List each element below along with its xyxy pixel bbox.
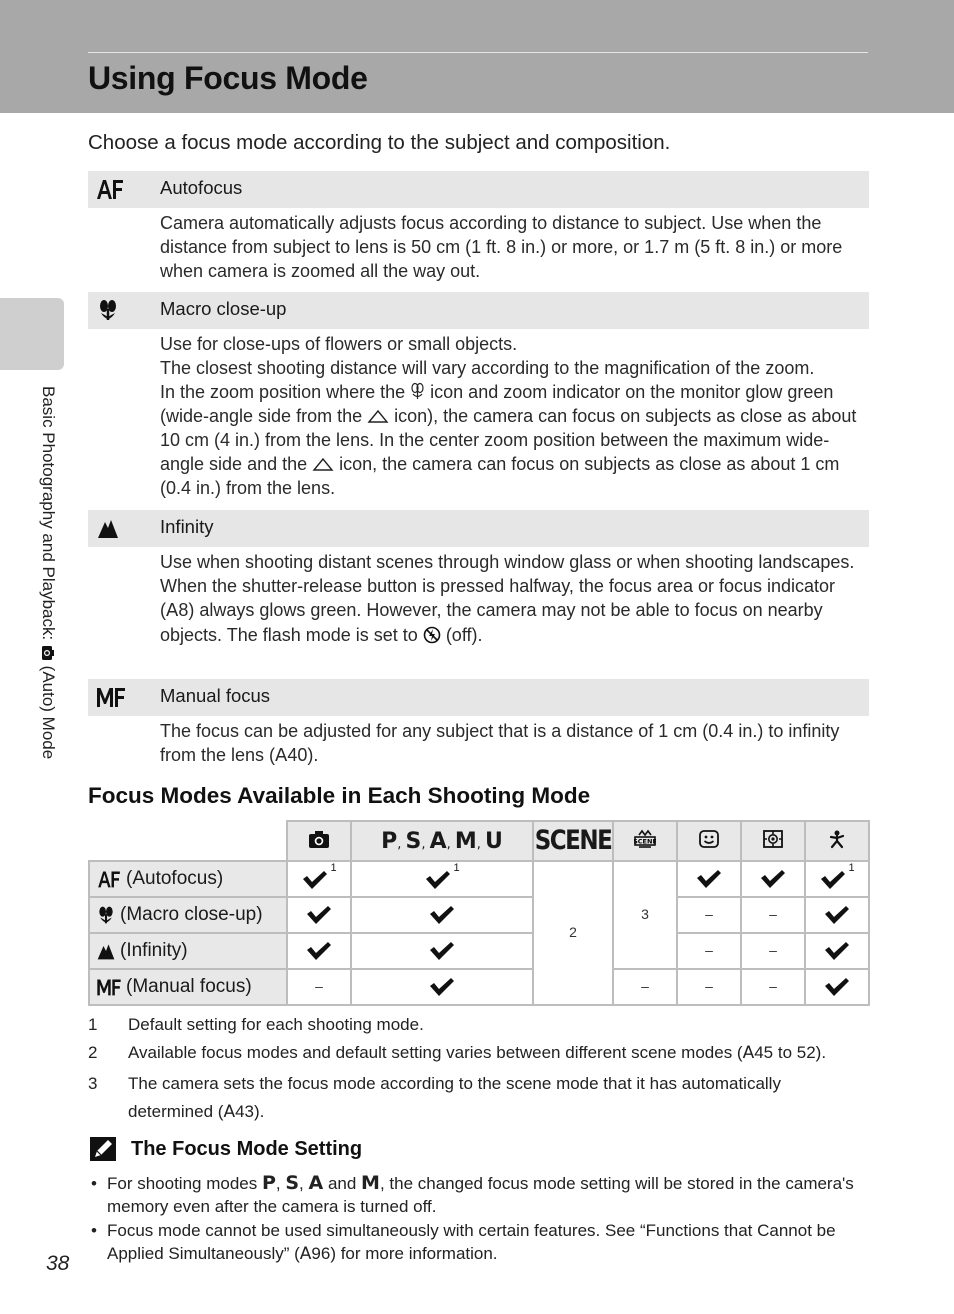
cell-check [805,897,869,933]
mode-macro [88,292,869,500]
cell-check [287,933,351,969]
list-item: • Focus mode cannot be used simultaneously with certain features. See “Functions that Cannot be Applied Simultaneously” (A96) for more information. [88,1219,868,1266]
autofocus-icon [96,869,122,889]
header-smart-portrait [677,821,741,861]
cell-check [351,969,533,1005]
page-reference-icon: A [166,600,179,621]
checkmark-icon [823,941,851,961]
footnotes [88,1014,868,1132]
easy-auto-icon [826,829,848,849]
svg-text:SCENE: SCENE [634,837,656,845]
page-reference-icon: A [275,745,288,766]
page-number: 38 [46,1252,70,1275]
mode-head [88,171,869,208]
camera-icon [38,645,58,661]
cell-dash: – [741,897,805,933]
footnote: 3 The camera sets the focus mode according to the scene mode that it has automatically determined (A43). [88,1074,781,1122]
mode-name: Infinity [160,516,214,537]
cell-dash: – [741,933,805,969]
autofocus-icon [96,177,122,203]
footnote: 2 Available focus modes and default setting varies between different scene modes (A45 to 52). [88,1043,827,1063]
checkmark-icon [428,905,456,925]
header-auto-mode [287,821,351,861]
page-reference-icon: A [299,1244,312,1264]
cell-dash: – [287,969,351,1005]
infinity-mountain-icon [96,941,116,961]
mode-name: Autofocus [160,177,243,198]
cell-check [805,969,869,1005]
macro-flower-icon [96,298,122,324]
header-rule [88,52,868,53]
header-subject-tracking [741,821,805,861]
infinity-desc-line2: When the shutter-release button is pressed halfway, the focus area or focus indicator (A8) always glows green. However, the camera may not be able to focus on nearby objects. The flash mode is set to (off). [160,576,836,645]
manual-focus-icon [96,977,122,997]
mode-description: Camera automatically adjusts focus according to distance to subject. Use when the distance from subject to lens is 50 cm (1 ft. 8 in.) or more, or 1.7 m (5 ft. 8 in.) or more when camera is zoomed all the way out. [160,213,843,281]
checkmark-icon [759,869,787,889]
cell-check [287,897,351,933]
cell-check [351,933,533,969]
checkmark-icon [823,905,851,925]
table-row [89,969,869,1005]
cell-check [741,861,805,897]
flash-off-icon [423,625,441,645]
checkmark-icon [695,869,723,889]
cell-dash: – [677,969,741,1005]
side-label-post: (Auto) Mode [39,660,58,760]
checkmark-icon [428,941,456,961]
mode-description [88,329,869,500]
mode-name: Manual focus [160,685,271,706]
cell-check [805,933,869,969]
page-reference-icon: A [742,1043,755,1063]
header-blank-cell [89,821,287,861]
checkmark-icon [424,870,452,890]
list-item: • For shooting modes P, S, A and M, the changed focus mode setting will be stored in the camera's memory even after the camera is turned off. [88,1172,868,1218]
smart-portrait-icon [698,829,720,849]
header-scene: SCENE [533,821,613,861]
checkmark-icon [305,941,333,961]
checkmark-icon [305,905,333,925]
infinity-mountain-icon [96,516,122,542]
wide-angle-icon [312,454,334,474]
cell-dash: – [613,969,677,1005]
checkmark-icon [301,870,329,890]
macro-outline-icon [410,382,425,402]
table-row [89,933,869,969]
scene-auto-selector-icon [634,829,656,849]
cell-auto-scene-note: 3 [613,861,677,969]
section-heading: Focus Modes Available in Each Shooting Mode [88,783,591,808]
row-label-macro: (Macro close-up) [89,897,287,933]
wide-angle-icon [367,406,389,426]
macro-desc-line2: The closest shooting distance will vary according to the magnification of the zoom. [160,358,815,378]
mode-head [88,510,869,547]
manual-focus-icon [96,685,122,711]
header-easy-auto [805,821,869,861]
camera-auto-icon [308,829,330,849]
cell-check [351,897,533,933]
side-tab [0,298,64,370]
checkmark-icon [428,977,456,997]
note-title: The Focus Mode Setting [131,1138,363,1160]
row-label-autofocus: (Autofocus) [89,861,287,897]
macro-flower-icon [96,905,116,925]
page-title: Using Focus Mode [88,60,368,96]
table-row [89,861,869,897]
checkmark-icon [819,870,847,890]
mode-name: Macro close-up [160,298,287,319]
macro-desc-line3: In the zoom position where the icon and zoom indicator on the monitor glow green (wide-angle side from the icon), the camera can focus on subjects as close as about 10 cm (4 in.) from the lens. In the center zoom position between the maximum wide-angle side and the icon, the camera can focus on subjects as close as about 1 cm (0.4 in.) from the lens. [160,382,857,498]
row-label-infinity: (Infinity) [89,933,287,969]
table-row [89,897,869,933]
side-chapter-label [38,386,58,759]
page-reference-icon: A [223,1102,236,1122]
cell-check: 1 [287,861,351,897]
header-psamu: P, S, A, M, U [351,821,533,861]
macro-desc-line1: Use for close-ups of flowers or small objects. [160,334,518,354]
mode-infinity [88,510,869,647]
note-bullets [88,1172,868,1267]
mode-head [88,679,869,716]
intro-text: Choose a focus mode according to the subject and composition. [88,131,671,154]
subject-tracking-icon [762,829,784,849]
side-label-pre: Basic Photography and Playback: [39,386,58,645]
focus-modes-table [88,820,870,1006]
mode-head [88,292,869,329]
mode-description [88,547,869,647]
cell-check: 1 [351,861,533,897]
row-label-manual-focus: (Manual focus) [89,969,287,1005]
cell-dash: – [677,897,741,933]
cell-dash: – [677,933,741,969]
header-scene-auto-selector [613,821,677,861]
cell-check: 1 [805,861,869,897]
infinity-desc-line1: Use when shooting distant scenes through window glass or when shooting landscapes. [160,552,855,572]
note-pencil-icon [89,1136,117,1162]
mode-manual-focus [88,679,869,768]
mode-description: The focus can be adjusted for any subject that is a distance of 1 cm (0.4 in.) to infinity from the lens (A40). [160,721,840,766]
mode-autofocus [88,171,869,283]
cell-check [677,861,741,897]
table-header-row [89,821,869,861]
cell-scene-note: 2 [533,861,613,1005]
checkmark-icon [823,977,851,997]
footnote: 1 Default setting for each shooting mode. [88,1015,424,1034]
cell-dash: – [741,969,805,1005]
